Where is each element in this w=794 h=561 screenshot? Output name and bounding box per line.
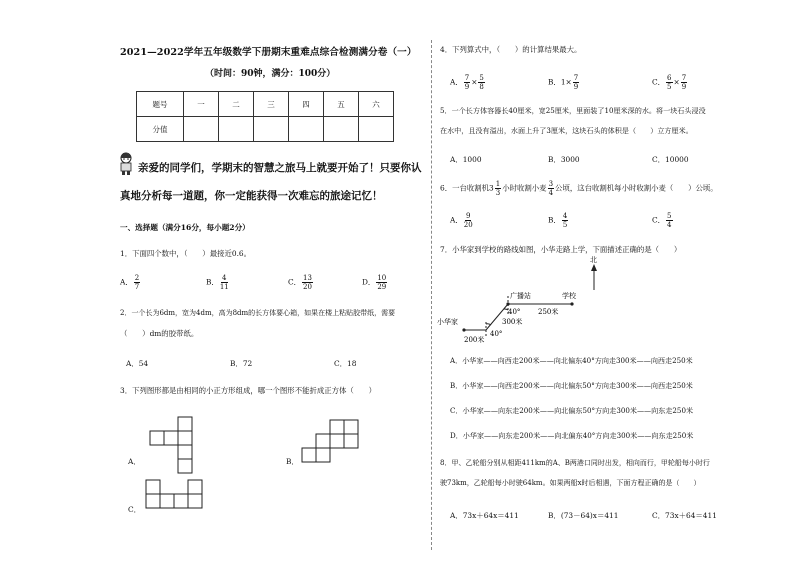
fraction xyxy=(666,212,672,229)
map-station-label: 广播站 xyxy=(510,292,531,300)
option-label: A． xyxy=(450,77,463,87)
q4-option-a[interactable] xyxy=(450,74,486,91)
question-2-line-1: 2．一个长为6dm，宽为4dm，高为8dm的长方体要心箱，如果在楼上粘贴胶带纸，需要 xyxy=(120,309,396,317)
map-north-label: 北 xyxy=(590,256,597,264)
q3-option-a[interactable]: A． xyxy=(128,457,141,466)
score-cell[interactable] xyxy=(219,117,254,142)
q6-option-c[interactable] xyxy=(652,212,674,229)
fraction xyxy=(495,180,501,197)
denominator: 4 xyxy=(667,221,672,229)
denominator: 8 xyxy=(479,83,484,91)
denominator: 5 xyxy=(562,221,568,229)
column-divider xyxy=(431,40,432,550)
net-figure-c xyxy=(146,480,202,508)
score-row-label: 分值 xyxy=(137,117,184,142)
q2-option-b[interactable]: B．72 xyxy=(230,359,253,368)
map-distance-3: 250米 xyxy=(538,308,559,316)
fraction xyxy=(548,180,554,197)
q4-option-c[interactable] xyxy=(652,74,688,91)
question-5-line-2: 在水中，且没有溢出，水面上升了3厘米，这块石头的体积是（ ）立方厘米。 xyxy=(440,126,693,135)
question-6-stem xyxy=(440,180,718,197)
map-school-label: 学校 xyxy=(562,292,576,300)
route-map xyxy=(434,258,614,348)
denominator: 20 xyxy=(463,221,473,229)
fraction xyxy=(134,274,140,291)
option-label: C． xyxy=(652,215,666,225)
q1-option-a[interactable] xyxy=(120,274,141,291)
score-header-cell: 六 xyxy=(359,92,394,117)
q5-option-b[interactable]: B．3000 xyxy=(548,155,580,164)
score-header-cell: 五 xyxy=(324,92,359,117)
score-cell[interactable] xyxy=(324,117,359,142)
numerator: 7 xyxy=(464,74,470,82)
score-table-value-row xyxy=(137,117,394,142)
map-home-label: 小华家 xyxy=(437,318,458,326)
score-header-cell: 一 xyxy=(184,92,219,117)
option-label: B． xyxy=(548,77,561,87)
question-8-line-1: 8．甲、乙轮船分别从相距411km的A、B两港口同时出发，相向而行，甲轮船每小时行 xyxy=(440,459,710,467)
q2-option-c[interactable]: C．18 xyxy=(334,359,357,368)
q5-option-c[interactable]: C．10000 xyxy=(652,155,689,164)
question-3-stem: 3．下列图形都是由相同的小正方形组成，哪一个图形不能折成正方体（ ） xyxy=(120,386,376,395)
score-cell[interactable] xyxy=(254,117,289,142)
option-label: C． xyxy=(288,277,302,287)
option-label: B． xyxy=(548,215,561,225)
numerator: 1 xyxy=(495,180,501,188)
numerator: 10 xyxy=(377,274,387,282)
numerator: 7 xyxy=(573,74,579,82)
denominator: 5 xyxy=(667,83,672,91)
multiplier: 1× xyxy=(560,77,572,87)
fraction xyxy=(376,274,387,291)
greeting-line-2: 真地分析每一道题，你一定能获得一次难忘的旅途记忆！ xyxy=(120,190,383,202)
option-label: C． xyxy=(652,77,666,87)
q2-option-a[interactable]: A．54 xyxy=(126,359,149,368)
map-angle-2: 40° xyxy=(490,330,503,338)
numerator: 9 xyxy=(465,212,471,220)
section-heading: 一、选择题（满分16分，每小题2分） xyxy=(120,223,250,232)
denominator: 4 xyxy=(548,189,554,197)
numerator: 4 xyxy=(222,274,227,282)
fraction xyxy=(464,212,473,229)
q7-option-a[interactable]: A．小华家——向西走200米——向北偏东40°方向走300米——向西走250米 xyxy=(450,356,693,365)
denominator: 9 xyxy=(573,83,579,91)
mascot-icon xyxy=(118,152,134,176)
option-label: D． xyxy=(362,277,376,287)
operator: × xyxy=(471,77,478,87)
q6-option-b[interactable] xyxy=(548,212,569,229)
map-distance-1: 200米 xyxy=(464,336,485,344)
q4-option-b[interactable] xyxy=(548,74,580,91)
q7-option-b[interactable]: B．小华家——向西走200米——向北偏东50°方向走300米——向西走250米 xyxy=(450,381,693,390)
question-1-stem: 1．下面四个数中，（ ）最接近0.6。 xyxy=(120,249,252,258)
option-label: A． xyxy=(450,215,463,225)
numerator: 7 xyxy=(681,74,687,82)
exam-title: 2021—2022学年五年级数学下册期末重难点综合检测满分卷（一） xyxy=(120,47,417,58)
score-cell[interactable] xyxy=(289,117,324,142)
fraction xyxy=(681,74,687,91)
q6-text-pre: 6．一台收割机 xyxy=(440,183,490,193)
q5-option-a[interactable]: A．1000 xyxy=(450,155,482,164)
fraction xyxy=(573,74,579,91)
q6-option-a[interactable] xyxy=(450,212,474,229)
numerator: 5 xyxy=(479,74,484,82)
greeting-line-1: 亲爱的同学们，学期末的智慧之旅马上就要开始了！只要你认 xyxy=(138,162,422,174)
option-label: A． xyxy=(120,277,133,287)
fraction xyxy=(302,274,313,291)
q7-option-d[interactable]: D．小华家——向东走200米——向北偏东40°方向走300米——向东走250米 xyxy=(450,431,694,440)
fraction xyxy=(464,74,470,91)
question-8-line-2: 驶73km，乙轮船每小时驶64km。如果两船x时后相遇，下面方程正确的是（ ） xyxy=(440,479,701,487)
question-7-stem: 7．小华家到学校的路线如图，小华走路上学，下面描述正确的是（ ） xyxy=(440,245,682,254)
q3-option-c[interactable]: C． xyxy=(128,505,142,514)
net-figure-a xyxy=(150,417,206,473)
numerator: 13 xyxy=(303,274,312,282)
mixed-whole: 3 xyxy=(489,183,494,193)
exam-subtitle: （时间：90钟，满分：100分） xyxy=(205,69,336,79)
numerator: 3 xyxy=(548,180,554,188)
score-header-cell: 四 xyxy=(289,92,324,117)
denominator: 20 xyxy=(303,283,312,291)
score-table xyxy=(136,91,394,142)
denominator: 3 xyxy=(495,189,501,197)
q8-option-c[interactable]: C．73x＋64＝411 xyxy=(652,511,717,520)
q6-text-post: 公顷，这台收割机每小时收割小麦（ ）公顷。 xyxy=(555,183,718,193)
denominator: 9 xyxy=(464,83,470,91)
q7-option-c[interactable]: C．小华家——向东走200米——向北偏东50°方向走300米——向东走250米 xyxy=(450,406,694,415)
map-distance-2: 300米 xyxy=(502,318,523,326)
score-cell[interactable] xyxy=(184,117,219,142)
fraction xyxy=(666,74,672,91)
numerator: 4 xyxy=(562,212,568,220)
fraction xyxy=(562,212,568,229)
q3-option-b[interactable]: B． xyxy=(286,457,299,466)
denominator: 11 xyxy=(219,283,229,291)
denominator: 7 xyxy=(134,283,140,291)
score-header-cell: 题号 xyxy=(137,92,184,117)
score-header-cell: 三 xyxy=(254,92,289,117)
q1-option-c[interactable] xyxy=(288,274,314,291)
q1-option-d[interactable] xyxy=(362,274,388,291)
score-header-cell: 二 xyxy=(219,92,254,117)
score-cell[interactable] xyxy=(359,117,394,142)
option-label: B． xyxy=(206,277,219,287)
question-4-stem: 4．下列算式中，（ ）的计算结果最大。 xyxy=(440,45,582,54)
net-figure-b xyxy=(302,420,372,462)
q1-option-b[interactable] xyxy=(206,274,230,291)
denominator: 29 xyxy=(377,283,387,291)
question-2-line-2: （ ）dm的胶带纸。 xyxy=(120,329,199,338)
score-table-header-row xyxy=(137,92,394,117)
fraction xyxy=(220,274,229,291)
fraction xyxy=(478,74,484,91)
q8-option-b[interactable]: B．(73－64)x＝411 xyxy=(548,511,619,520)
denominator: 9 xyxy=(681,83,687,91)
q8-option-a[interactable]: A．73x＋64x＝411 xyxy=(450,511,519,520)
numerator: 2 xyxy=(134,274,140,282)
map-angle-1: 40° xyxy=(508,308,521,316)
numerator: 5 xyxy=(667,212,672,220)
q6-text-mid: 小时收割小麦 xyxy=(502,183,547,193)
question-5-line-1: 5．一个长方体容器长40厘米，宽25厘米，里面装了10厘米深的水。将一块石头浸没 xyxy=(440,106,706,115)
numerator: 6 xyxy=(667,74,672,82)
operator: × xyxy=(673,77,680,87)
